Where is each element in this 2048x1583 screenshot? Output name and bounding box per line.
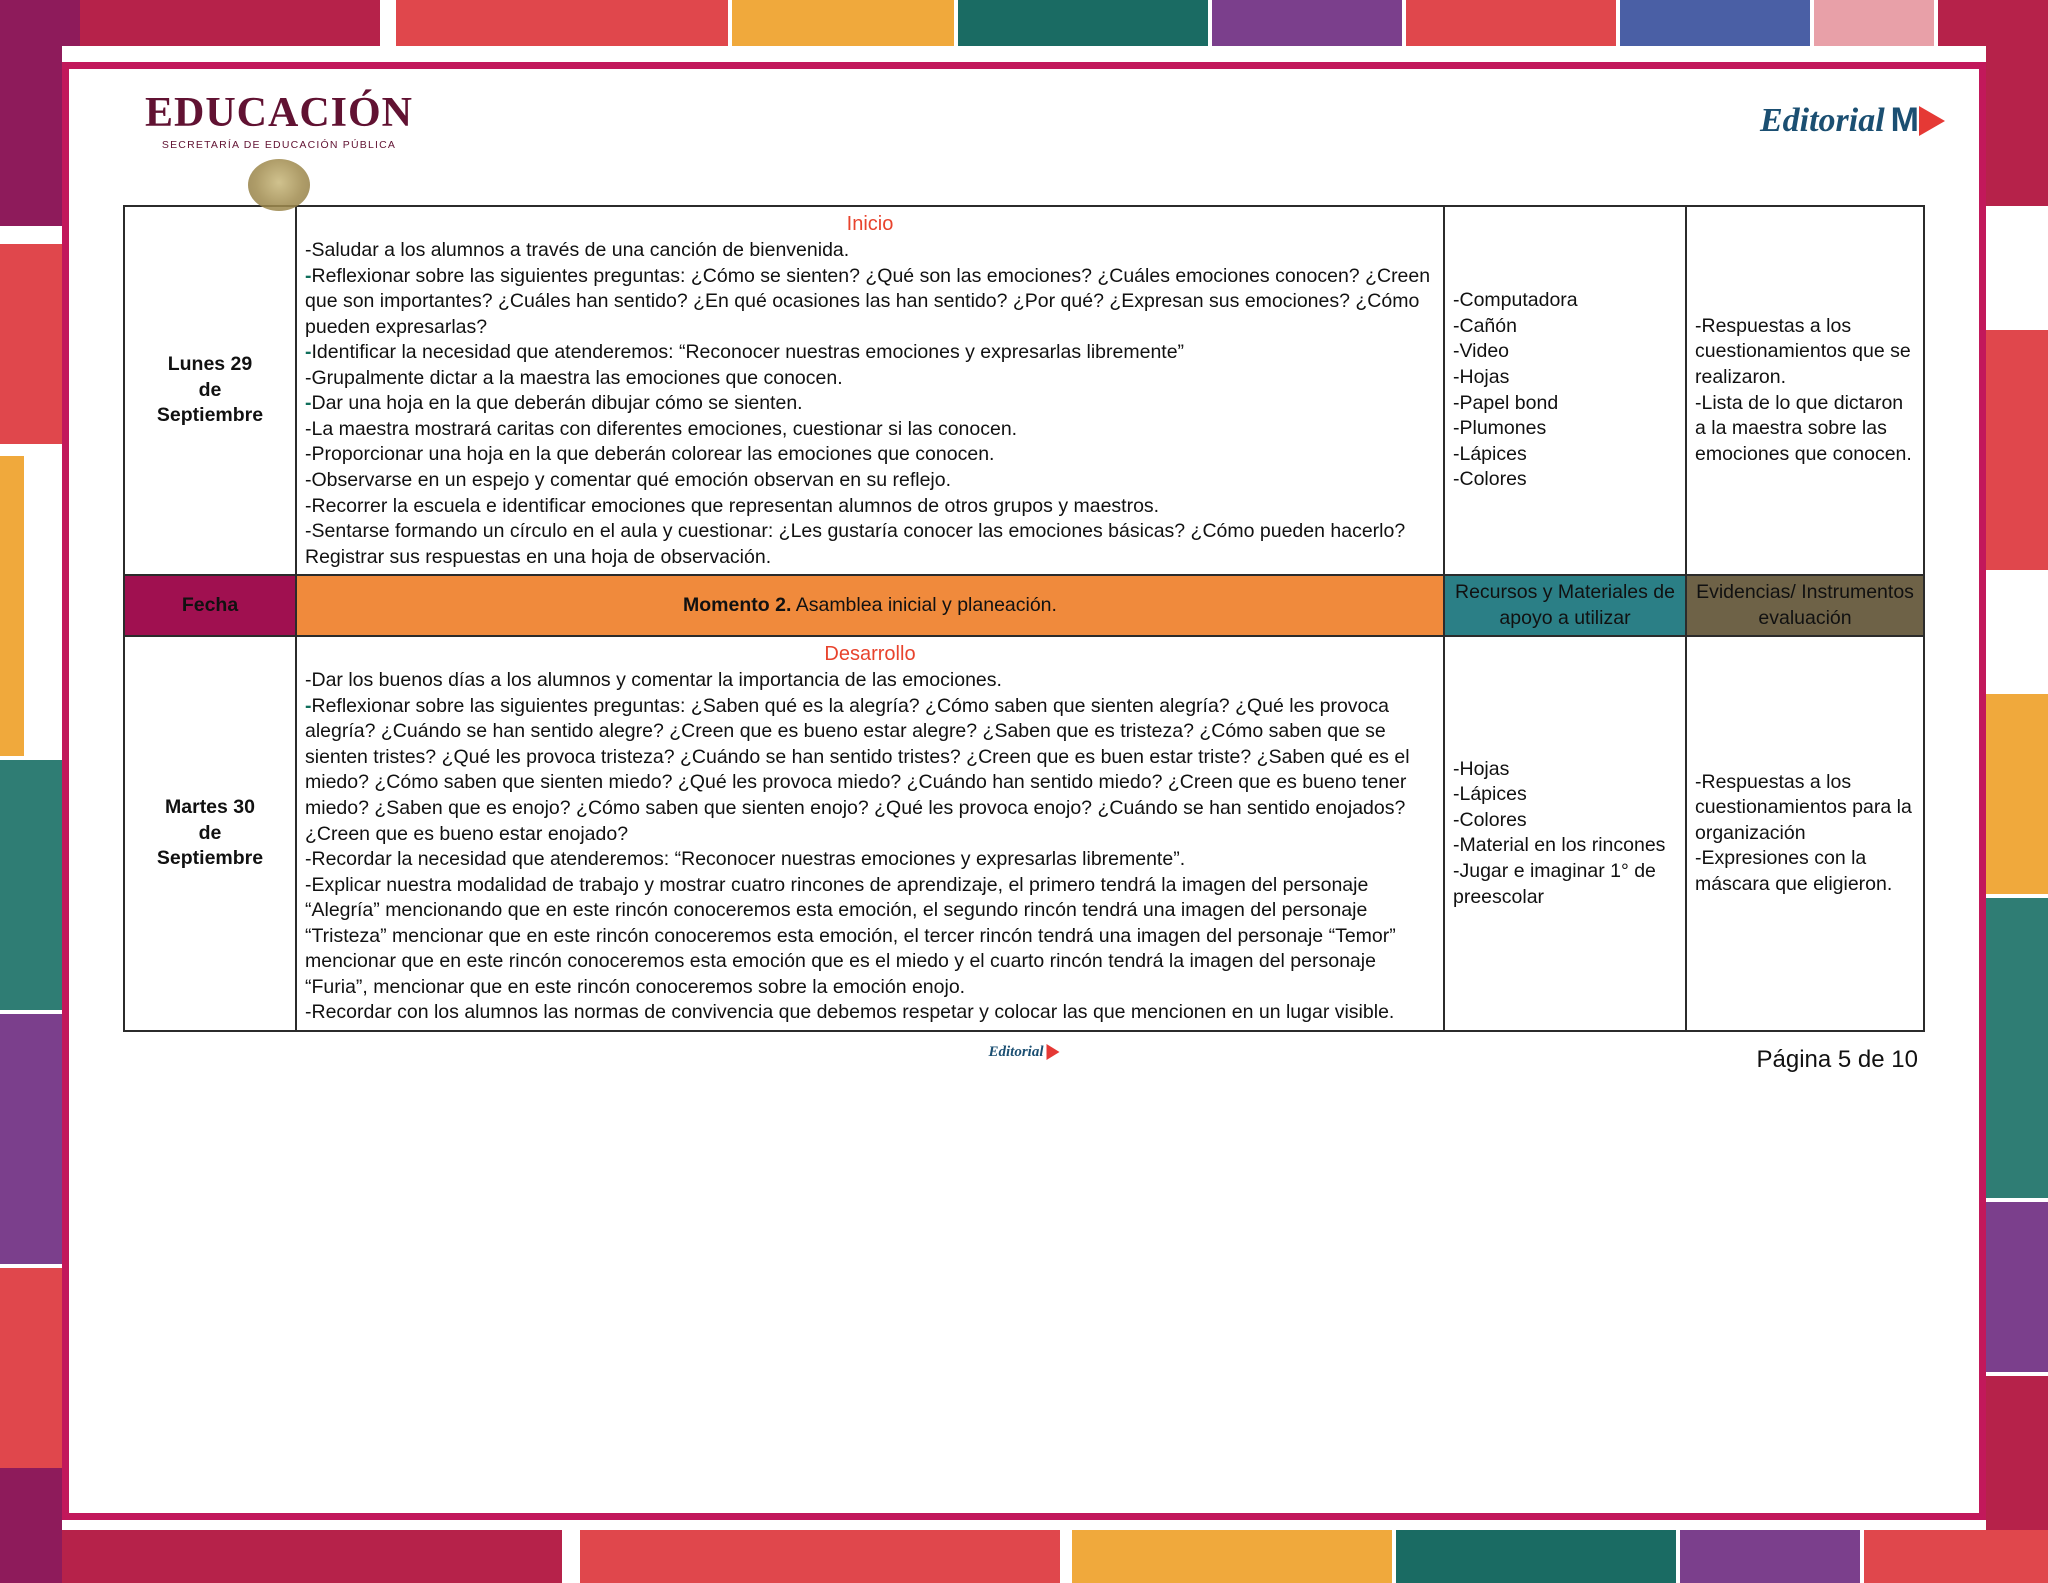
resource-item: -Jugar e imaginar 1° de preescolar xyxy=(1453,860,1656,908)
date-line: de xyxy=(198,378,222,401)
row-activities-lunes xyxy=(296,206,1444,575)
page-footer xyxy=(124,1038,1924,1092)
resource-item: -Material en los rincones xyxy=(1453,834,1666,857)
bg-block xyxy=(1986,46,2048,206)
row-evidence-lunes xyxy=(1686,206,1924,575)
evidence-item: -Expresiones con la máscara que eligieron. xyxy=(1695,847,1893,895)
row-date-lunes xyxy=(124,206,296,575)
bg-block xyxy=(0,230,62,244)
resource-item: -Computadora xyxy=(1453,289,1578,312)
footer-editorial-md-logo xyxy=(988,1044,1059,1061)
activity-line: -Identificar la necesidad que atenderemos: “Reconocer nuestras emociones y expresarlas libremente” xyxy=(305,341,1185,364)
momento-header xyxy=(296,575,1444,636)
bg-block xyxy=(1396,1530,1676,1583)
table-row-momento xyxy=(124,575,1924,636)
evidence-item: -Lista de lo que dictaron a la maestra sobre las emociones que conocen. xyxy=(1695,391,1912,465)
resource-item: -Lápices xyxy=(1453,783,1527,806)
bg-block xyxy=(396,0,728,46)
activity-line: -Observarse en un espejo y comentar qué emoción observan en su reflejo. xyxy=(305,468,952,491)
bg-block xyxy=(0,244,62,444)
editorial-label: Editorial xyxy=(1759,101,1885,139)
activity-line: -Saludar a los alumnos a través de una canción de bienvenida. xyxy=(305,239,850,262)
sep-logo-subtitle: SECRETARÍA DE EDUCACIÓN PÚBLICA xyxy=(161,139,397,151)
row-activities-martes xyxy=(296,636,1444,1031)
sep-logo xyxy=(145,89,413,211)
bg-block xyxy=(384,0,396,46)
document-page xyxy=(62,62,1986,1520)
bg-block xyxy=(0,1014,62,1264)
row-date-martes xyxy=(124,636,296,1031)
bg-block xyxy=(0,1530,62,1583)
recursos-header: Recursos y Materiales de apoyo a utilizar xyxy=(1444,575,1686,636)
evidencias-header: Evidencias/ Instrumentos evaluación xyxy=(1686,575,1924,636)
resource-item: -Colores xyxy=(1453,808,1527,831)
evidence-item: -Respuestas a los cuestionamientos que se realizaron. xyxy=(1695,314,1911,389)
footer-play-triangle-icon xyxy=(1047,1044,1060,1060)
bg-block xyxy=(24,456,62,756)
activity-line: -Reflexionar sobre las siguientes preguntas: ¿Cómo se sienten? ¿Qué son las emociones? ¿Cuáles emociones conocen? ¿Creen que son importantes? ¿Cuáles han sentido? ¿En qué ocasiones las han sentido? ¿Por qué? ¿Expresan sus emociones? ¿Cómo pueden expresarlas? xyxy=(305,264,1431,338)
bg-block xyxy=(732,0,954,46)
activity-line: -Proporcionar una hoja en la que deberán colorear las emociones que conocen. xyxy=(305,443,995,466)
momento-rest-label: Asamblea inicial y planeación. xyxy=(791,593,1057,616)
date-line: Septiembre xyxy=(156,404,264,427)
bg-block xyxy=(0,456,24,756)
sep-logo-title: EDUCACIÓN xyxy=(145,90,414,136)
bg-block xyxy=(580,1530,1060,1583)
fecha-header: Fecha xyxy=(124,575,296,636)
bg-block xyxy=(0,444,62,456)
bg-block xyxy=(1986,210,2048,330)
play-triangle-icon xyxy=(1919,106,1945,136)
footer-editorial-label: Editorial xyxy=(988,1043,1044,1060)
activity-line: -Explicar nuestra modalidad de trabajo y mostrar cuatro rincones de aprendizaje, el primero tendrá la imagen del personaje “Alegría” mencionando que en este rincón conoceremos esta emoción, el segundo rincón tendrá una imagen del personaje “Tristeza” mencionar que en este rincón conoceremos esta emoción, el tercer rincón tendrá una imagen del personaje “Temor” mencionar que en este rincón conoceremos esta emoción que es el miedo y el cuarto rincón tendrá la imagen del personaje “Furia”, mencionar que en este rincón conoceremos sobre la emoción enojo. xyxy=(305,873,1396,998)
bg-block xyxy=(1814,0,1934,46)
bg-block xyxy=(0,760,62,1010)
bg-block xyxy=(62,1530,562,1583)
resource-item: -Colores xyxy=(1453,468,1527,491)
bg-block xyxy=(0,0,80,46)
resource-item: -Papel bond xyxy=(1453,391,1559,414)
evidence-item: -Respuestas a los cuestionamientos para la organización xyxy=(1695,770,1912,844)
bg-block xyxy=(0,1268,62,1468)
activity-line: -Dar una hoja en la que deberán dibujar cómo se sienten. xyxy=(305,392,803,415)
bg-block xyxy=(1986,898,2048,1198)
bg-block xyxy=(566,1530,580,1583)
resource-item: -Hojas xyxy=(1453,366,1510,389)
activity-line: -Recordar con los alumnos las normas de convivencia que debemos respetar y colocar las que mencionen en un lugar visible. xyxy=(305,1001,1395,1024)
row-resources-lunes xyxy=(1444,206,1686,575)
bg-block xyxy=(1064,1530,1072,1583)
bg-block xyxy=(1680,1530,1860,1583)
bg-block xyxy=(1986,330,2048,570)
row-evidence-martes xyxy=(1686,636,1924,1031)
activity-line: -Recorrer la escuela e identificar emociones que representan alumnos de otros grupos y maestros. xyxy=(305,494,1160,517)
bg-block xyxy=(1072,1530,1392,1583)
activity-line: -Dar los buenos días a los alumnos y comentar la importancia de las emociones. xyxy=(305,669,1002,692)
table-row xyxy=(124,636,1924,1031)
activity-line: -Sentarse formando un círculo en el aula y cuestionar: ¿Les gustaría conocer las emociones básicas? ¿Cómo pueden hacerlo? Registrar sus respuestas en una hoja de observación. xyxy=(305,520,1406,568)
date-line: Martes 30 xyxy=(165,796,255,819)
resource-item: -Cañón xyxy=(1453,314,1517,337)
bg-block xyxy=(1406,0,1616,46)
resource-item: -Hojas xyxy=(1453,757,1510,780)
bg-block xyxy=(80,0,380,46)
bg-block xyxy=(1986,694,2048,894)
page-header xyxy=(83,79,1965,199)
bg-block xyxy=(1938,0,2048,46)
bg-block xyxy=(1620,0,1810,46)
bg-block xyxy=(1212,0,1402,46)
md-letter: M xyxy=(1890,101,1919,139)
bg-block xyxy=(1864,1530,2048,1583)
resource-item: -Plumones xyxy=(1453,417,1547,440)
bg-block xyxy=(1986,1202,2048,1372)
resource-item: -Lápices xyxy=(1453,442,1527,465)
date-line: Lunes 29 xyxy=(167,353,253,376)
section-label-inicio: Inicio xyxy=(846,213,894,235)
momento-bold-label: Momento 2. xyxy=(683,593,792,616)
date-line: Septiembre xyxy=(156,847,264,870)
date-line: de xyxy=(198,821,222,844)
row-resources-martes xyxy=(1444,636,1686,1031)
activity-line: -Grupalmente dictar a la maestra las emociones que conocen. xyxy=(305,366,843,389)
table-row xyxy=(124,206,1924,575)
planning-table xyxy=(123,205,1925,1032)
activity-line: -La maestra mostrará caritas con diferentes emociones, cuestionar si las conocen. xyxy=(305,417,1018,440)
page-number: Página 5 de 10 xyxy=(1756,1045,1918,1073)
activity-line: -Reflexionar sobre las siguientes preguntas: ¿Saben qué es la alegría? ¿Cómo saben que sienten alegría? ¿Qué les provoca alegría? ¿Cuándo se han sentido alegre? ¿Creen que es bueno estar alegre? ¿Saben que es tristeza? ¿Cómo saben que se sienten tristes? ¿Qué les provoca tristeza? ¿Cuándo se han sentido tristes? ¿Creen que es buen estar triste? ¿Saben qué es el miedo? ¿Cómo saben que sienten miedo? ¿Qué les provoca miedo? ¿Cuándo han sentido miedo? ¿Creen que es bueno tener miedo? ¿Saben que es enojo? ¿Cómo saben que sienten enojo? ¿Qué les provoca enojo? ¿Cuándo se han sentido enojados? ¿Creen que es bueno estar enojado? xyxy=(305,694,1410,845)
bg-block xyxy=(0,46,62,226)
activity-line: -Recordar la necesidad que atenderemos: “Reconocer nuestras emociones y expresarlas libremente”. xyxy=(305,848,1186,871)
national-seal-icon xyxy=(248,159,310,211)
resource-item: -Video xyxy=(1453,340,1510,363)
editorial-md-logo xyxy=(1760,101,1945,140)
bg-block xyxy=(958,0,1208,46)
section-label-desarrollo: Desarrollo xyxy=(824,643,916,666)
bg-block xyxy=(1986,574,2048,694)
